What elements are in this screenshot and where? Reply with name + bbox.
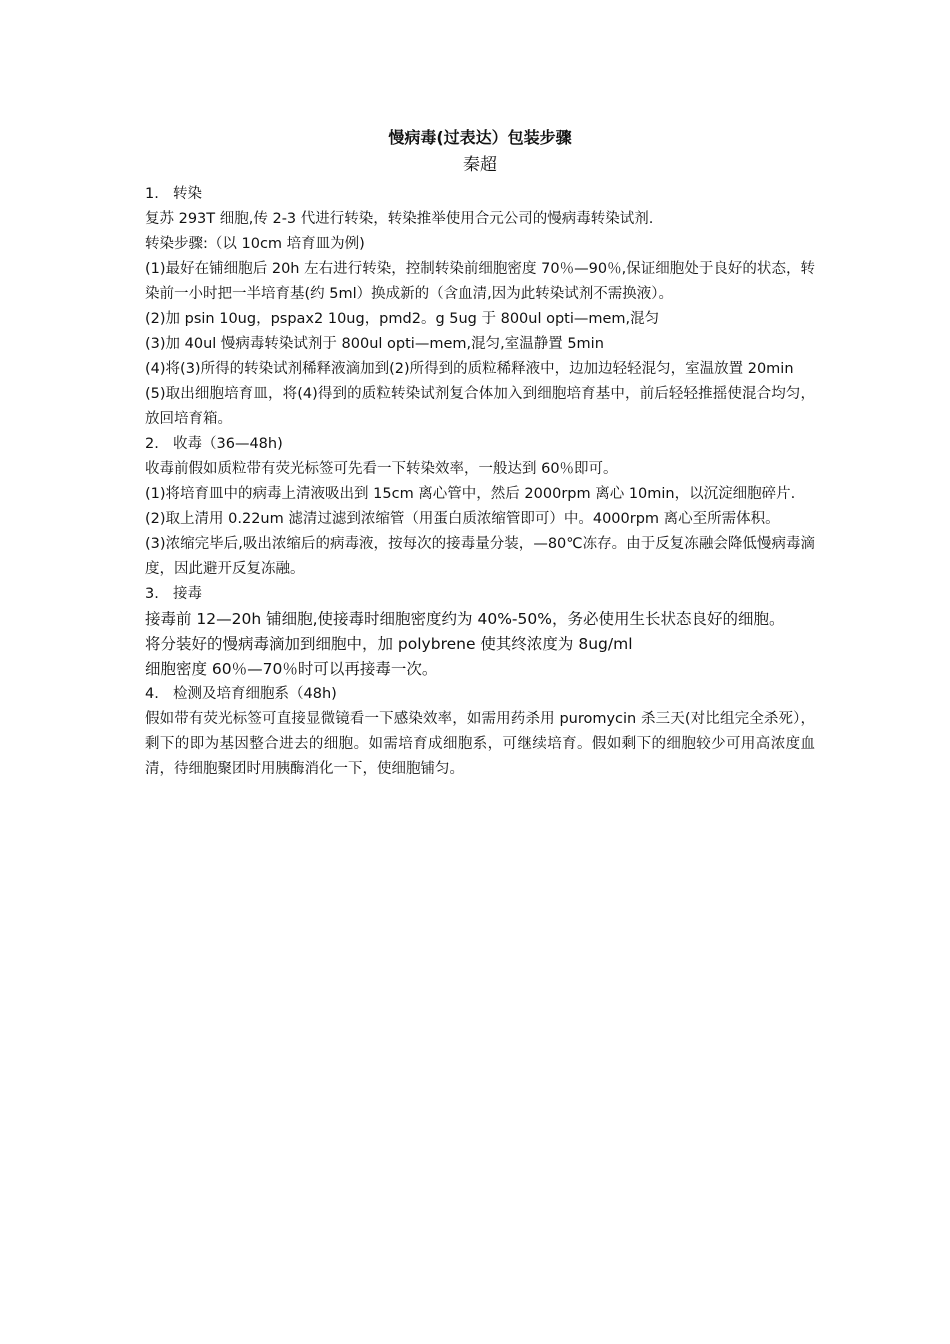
document-title: 慢病毒(过表达）包装步骤 [388,128,572,147]
step-paragraph: (2)取上清用 0.22um 滤清过滤到浓缩管（用蛋白质浓缩管即可）中。4000rpm 离心至所需体积。 [145,511,780,527]
section-heading [145,182,815,207]
step-paragraph: (1)最好在铺细胞后 20h 左右进行转染，控制转染前细胞密度 70％—90％,保证细胞处于良好的状态，转染前一小时把一半培育基(约 5ml）换成新的（含血清,因为此转染试剂不需换液）。 [145,261,815,302]
section-heading-text: 检测及培育细胞系（48h) [173,686,337,702]
section-number: 1. [145,186,159,202]
section-heading-text: 接毒 [173,586,202,602]
section-number: 2. [145,436,159,452]
paragraph: 细胞密度 60％—70％时可以再接毒一次。 [145,660,438,678]
paragraph: 收毒前假如质粒带有荧光标签可先看一下转染效率，一般达到 60％即可。 [145,461,618,477]
paragraph: 复苏 293T 细胞,传 2-3 代进行转染，转染推举使用合元公司的慢病毒转染试剂. [145,211,654,227]
section-infection [145,582,815,682]
section-number: 3. [145,586,159,602]
section-detection [145,682,815,782]
section-number: 4. [145,686,159,702]
step-paragraph: (5)取出细胞培育皿，将(4)得到的质粒转染试剂复合体加入到细胞培育基中，前后轻轻推摇使混合均匀，放回培育箱。 [145,386,815,427]
document-author: 秦超 [463,155,497,175]
step-paragraph: (3)加 40ul 慢病毒转染试剂于 800ul opti—mem,混匀,室温静置 5min [145,336,604,352]
section-heading [145,432,815,457]
paragraph: 转染步骤:（以 10cm 培育皿为例) [145,236,365,252]
step-paragraph: (1)将培育皿中的病毒上清液吸出到 15cm 离心管中，然后 2000rpm 离心 10min，以沉淀细胞碎片. [145,486,796,502]
paragraph: 接毒前 12—20h 铺细胞,使接毒时细胞密度约为 40%-50%，务必使用生长状态良好的细胞。 [145,610,785,628]
paragraph: 将分装好的慢病毒滴加到细胞中，加 polybrene 使其终浓度为 8ug/ml [145,635,633,653]
section-transfection [145,182,815,432]
section-heading-text: 转染 [173,186,202,202]
step-paragraph: (3)浓缩完毕后,吸出浓缩后的病毒液，按每次的接毒量分装，—80℃冻存。由于反复冻融会降低慢病毒滴度，因此避开反复冻融。 [145,536,815,577]
section-heading-text: 收毒（36—48h) [173,436,283,452]
section-heading [145,682,815,707]
step-paragraph: (2)加 psin 10ug，pspax2 10ug，pmd2。g 5ug 于 800ul opti—mem,混匀 [145,311,660,327]
step-paragraph: (4)将(3)所得的转染试剂稀释液滴加到(2)所得到的质粒稀释液中，边加边轻轻混匀，室温放置 20min [145,361,794,377]
section-heading [145,582,815,607]
step-paragraph: 假如带有荧光标签可直接显微镜看一下感染效率，如需用药杀用 puromycin 杀三天(对比组完全杀死），剩下的即为基因整合进去的细胞。如需培育成细胞系，可继续培育。假如剩下的细胞较少可用高浓度血清，待细胞聚团时用胰酶消化一下，使细胞铺匀。 [145,711,815,777]
document-page [145,118,815,782]
section-harvest [145,432,815,582]
